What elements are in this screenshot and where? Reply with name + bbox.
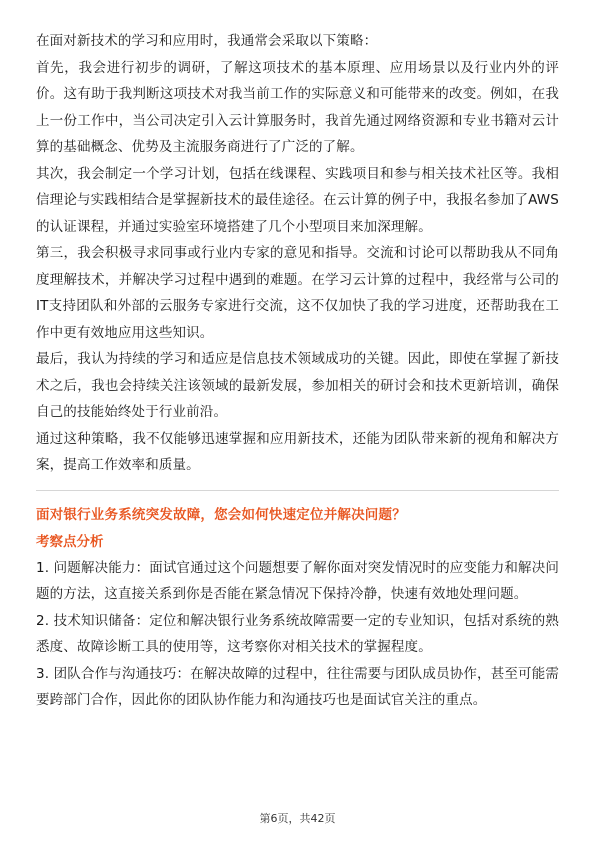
question-heading: 面对银行业务系统突发故障，您会如何快速定位并解决问题？ (36, 506, 406, 523)
strategy-third-paragraph: 第三，我会积极寻求同事或行业内专家的意见和指导。交流和讨论可以帮助我从不同角度理解技术，并解决学习过程中遇到的难题。在学习云计算的过程中，我经常与公司的IT支持团队和外部的云服务专家进行交流，这不仅加快了我的学习进度，还帮助我在工作中更有效地应用这些知识。 (36, 245, 559, 341)
strategy-first-paragraph: 首先，我会进行初步的调研，了解这项技术的基本原理、应用场景以及行业内外的评价。这有助于我判断这项技术对我当前工作的实际意义和可能带来的改变。例如，在我上一份工作中，当公司决定引入云计算服务时，我首先通过网络资源和专业书籍对云计算的基础概念、优势及主流服务商进行了广泛的了解。 (36, 59, 559, 155)
analysis-heading: 考察点分析 (36, 533, 104, 550)
analysis-item: 1. 问题解决能力：面试官通过这个问题想要了解你面对突发情况时的应变能力和解决问题的方法，这直接关系到你是否能在紧急情况下保持冷静，快速有效地处理问题。 (36, 559, 559, 602)
page-content (36, 28, 559, 714)
analysis-item: 3. 团队合作与沟通技巧：在解决故障的过程中，往往需要与团队成员协作，甚至可能需要跨部门合作，因此你的团队协作能力和沟通技巧也是面试官关注的重点。 (36, 665, 559, 708)
strategy-second-paragraph: 其次，我会制定一个学习计划，包括在线课程、实践项目和参与相关技术社区等。我相信理论与实践相结合是掌握新技术的最佳途径。在云计算的例子中，我报名参加了AWS的认证课程，并通过实验室环境搭建了几个小型项目来加深理解。 (36, 165, 559, 235)
page-number: 第6页，共42页 (259, 812, 336, 825)
analysis-item: 2. 技术知识储备：定位和解决银行业务系统故障需要一定的专业知识，包括对系统的熟悉度、故障诊断工具的使用等，这考察你对相关技术的掌握程度。 (36, 612, 559, 655)
section-divider (36, 490, 559, 491)
conclusion-paragraph: 通过这种策略，我不仅能够迅速掌握和应用新技术，还能为团队带来新的视角和解决方案，提高工作效率和质量。 (36, 430, 559, 473)
strategy-last-paragraph: 最后，我认为持续的学习和适应是信息技术领域成功的关键。因此，即使在掌握了新技术之后，我也会持续关注该领域的最新发展，参加相关的研讨会和技术更新培训，确保自己的技能始终处于行业前沿。 (36, 351, 559, 420)
intro-paragraph: 在面对新技术的学习和应用时，我通常会采取以下策略： (36, 33, 378, 49)
